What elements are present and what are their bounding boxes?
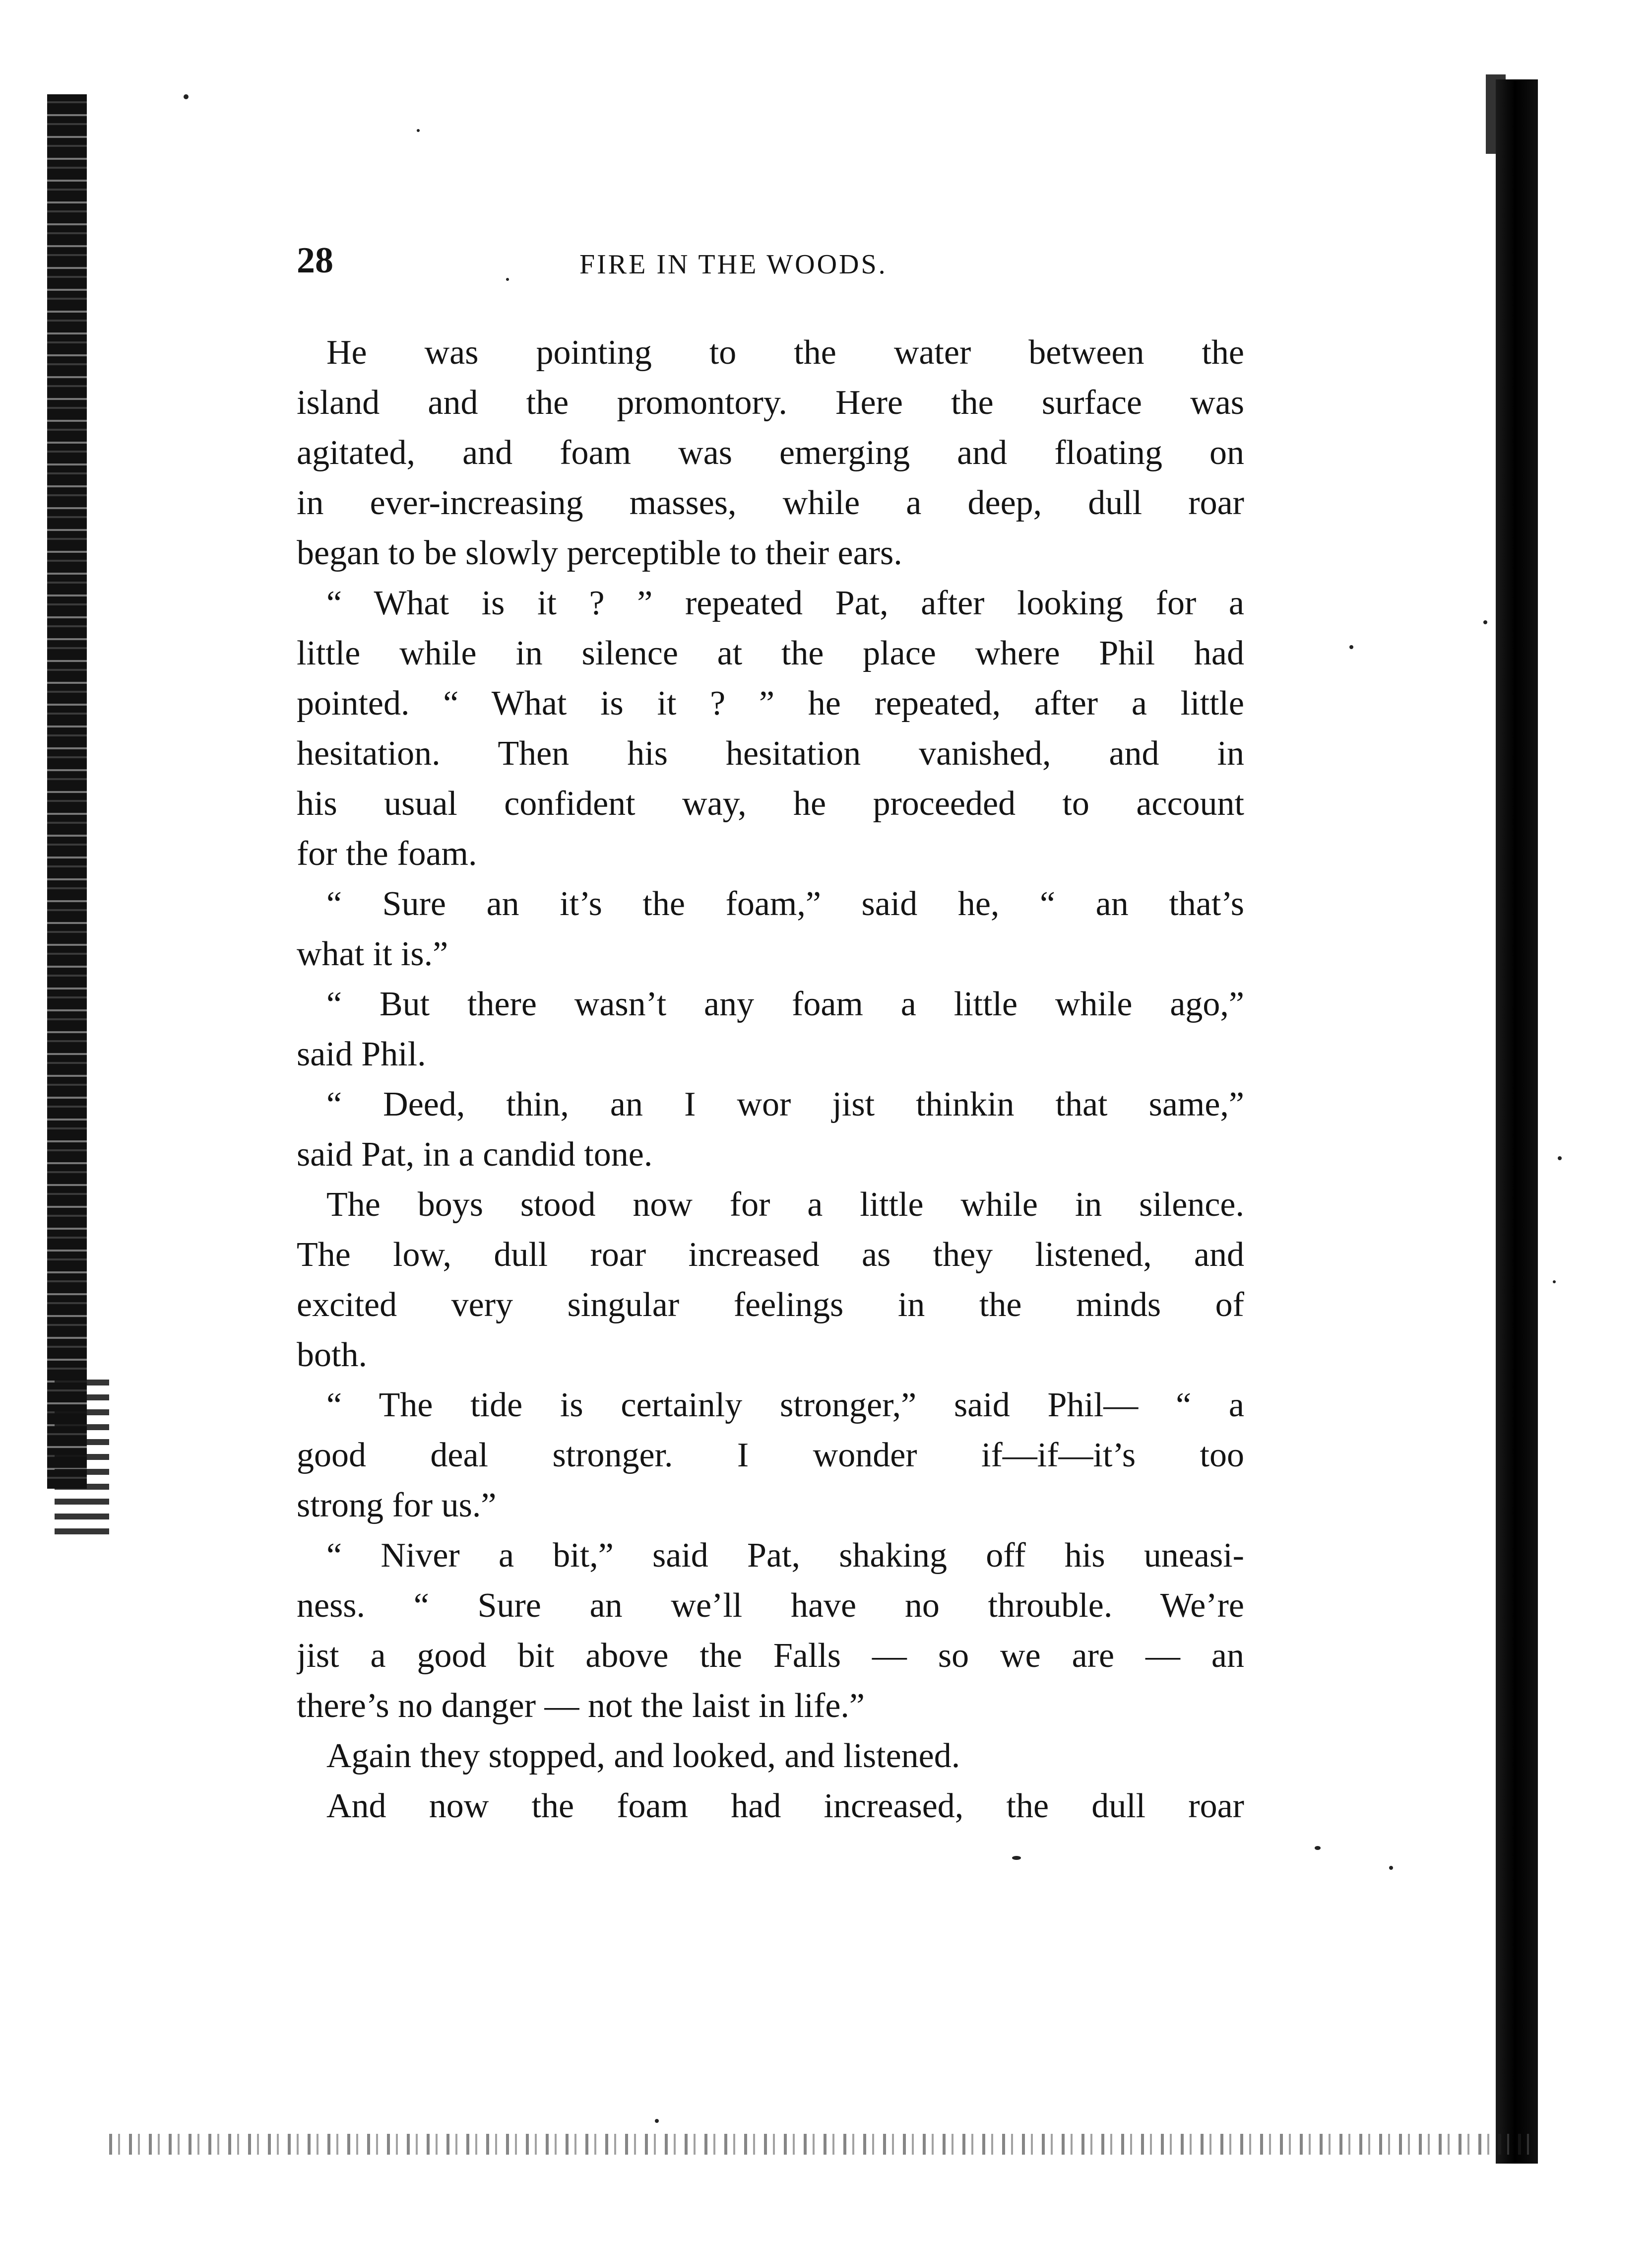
text-line: pointed. “ What is it ? ” he repeated, after a little	[297, 684, 1244, 723]
page-edge-left-marks	[55, 1380, 109, 1538]
text-line: jist a good bit above the Falls — so we are — an	[297, 1637, 1244, 1675]
text-line: there’s no danger — not the laist in life.”	[297, 1687, 865, 1725]
text-line: “ The tide is certainly stronger,” said Phil— “ a	[326, 1386, 1244, 1424]
text-line: agitated, and foam was emerging and floating on	[297, 434, 1244, 472]
page-number: 28	[297, 240, 333, 281]
text-line: “ Deed, thin, an I wor jist thinkin that same,”	[326, 1085, 1244, 1123]
text-line: He was pointing to the water between the	[326, 333, 1244, 372]
running-head: FIRE IN THE WOODS.	[579, 249, 888, 280]
text-line: hesitation. Then his hesitation vanished, and in	[297, 734, 1244, 773]
page-edge-right	[1496, 79, 1538, 2164]
text-line: for the foam.	[297, 835, 477, 873]
text-line: what it is.”	[297, 935, 448, 973]
text-line: little while in silence at the place where Phil had	[297, 634, 1244, 672]
text-line: And now the foam had increased, the dull roar	[326, 1787, 1244, 1825]
page-edge-bottom	[109, 2134, 1538, 2155]
text-line: “ Niver a bit,” said Pat, shaking off his uneasi-	[326, 1536, 1244, 1575]
text-line: excited very singular feelings in the minds of	[297, 1286, 1244, 1324]
text-line: said Pat, in a candid tone.	[297, 1135, 653, 1174]
text-line: began to be slowly perceptible to their ears.	[297, 534, 902, 572]
text-line: “ Sure an it’s the foam,” said he, “ an that’s	[326, 885, 1244, 923]
text-line: strong for us.”	[297, 1486, 497, 1524]
text-line: his usual confident way, he proceeded to account	[297, 785, 1244, 823]
page-edge-left	[47, 94, 87, 1489]
text-line: in ever-increasing masses, while a deep, dull roar	[297, 484, 1244, 522]
text-line: The low, dull roar increased as they listened, and	[297, 1236, 1244, 1274]
text-line: “ What is it ? ” repeated Pat, after looking for a	[326, 584, 1244, 622]
text-line: island and the promontory. Here the surface was	[297, 384, 1244, 422]
text-line: “ But there wasn’t any foam a little while ago,”	[326, 985, 1244, 1023]
body-text	[297, 328, 1244, 1831]
text-line: said Phil.	[297, 1035, 426, 1073]
text-line: ness. “ Sure an we’ll have no throuble. We’re	[297, 1586, 1244, 1625]
page-header	[297, 238, 1249, 283]
text-line: The boys stood now for a little while in silence.	[326, 1186, 1244, 1224]
text-line: Again they stopped, and looked, and listened.	[326, 1737, 960, 1775]
text-line: good deal stronger. I wonder if—if—it’s too	[297, 1436, 1244, 1474]
text-line: both.	[297, 1336, 367, 1374]
